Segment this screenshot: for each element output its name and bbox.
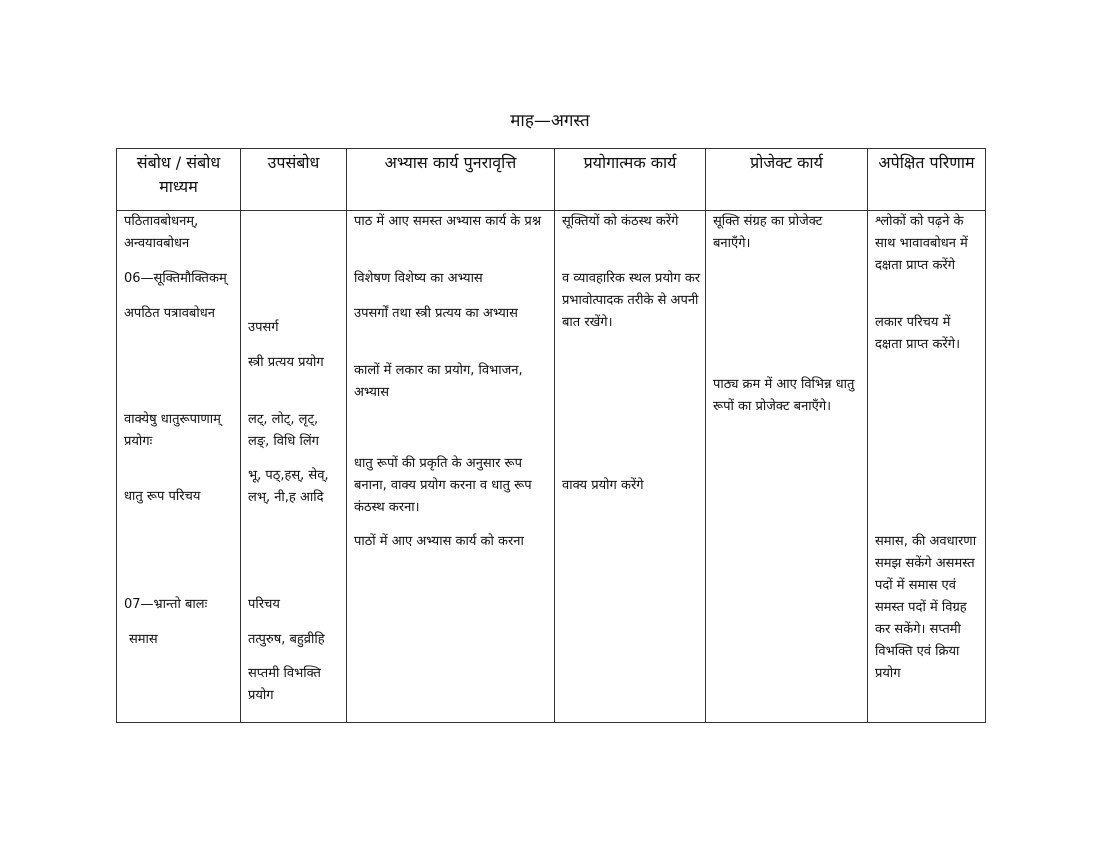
outcome-text: समास, की अवधारणा समझ सकेंगे असमस्त पदों में समास एवं समस्त पदों में विग्रह कर सकेंगे। सप्तमी विभक्ति एवं क्रिया प्रयोग <box>875 534 977 681</box>
header-expected-outcome: अपेक्षित परिणाम <box>868 149 986 211</box>
outcome-text: लकार परिचय में दक्षता प्राप्त करेंगे। <box>875 315 960 352</box>
subconcept-text: तत्पुरुष, बहुव्रीहि <box>248 632 325 647</box>
subconcept-text: भू, पठ्,हस्, सेव्, लभ्, नी,ह आदि <box>248 468 329 505</box>
practice-text: पाठों में आए अभ्यास कार्य को करना <box>354 534 524 549</box>
subconcept-text: लट्, लोट्, लृट्, लङ्, विधि लिंग <box>248 412 319 449</box>
curriculum-table <box>116 148 986 723</box>
concept-text: वाक्येषु धातुरूपाणाम् प्रयोगः <box>124 412 221 449</box>
practical-text: सूक्तियों को कंठस्थ करेंगे <box>562 214 679 229</box>
header-row <box>117 149 986 211</box>
subconcept-text: स्त्री प्रत्यय प्रयोग <box>248 355 324 370</box>
practice-text: धातु रूपों की प्रकृति के अनुसार रूप बनाना, वाक्य प्रयोग करना व धातु रूप कंठस्थ करना। <box>354 456 532 515</box>
practice-text: विशेषण विशेष्य का अभ्यास <box>354 271 483 286</box>
subconcept-text: सप्तमी विभक्ति प्रयोग <box>248 666 321 703</box>
concept-text: समास <box>129 632 158 647</box>
outcome-text: श्लोकों को पढ़ने के साथ भावावबोधन में दक्षता प्राप्त करेंगे <box>875 214 968 273</box>
practice-text: कालों में लकार का प्रयोग, विभाजन, अभ्यास <box>354 363 523 400</box>
page-title: माह—अगस्त <box>510 111 590 131</box>
header-practical-work: प्रयोगात्मक कार्य <box>555 149 706 211</box>
concept-text: धातु रूप परिचय <box>124 489 201 504</box>
cell-expected-outcome <box>868 211 986 723</box>
header-project-work: प्रोजेक्ट कार्य <box>706 149 868 211</box>
header-subconcept: उपसंबोध <box>241 149 347 211</box>
practice-text: उपसर्गों तथा स्त्री प्रत्यय का अभ्यास <box>354 306 518 321</box>
project-text: पाठ्य क्रम में आए विभिन्न धातु रूपों का प्रोजेक्ट बनाएँगे। <box>713 377 855 414</box>
cell-practical-work <box>555 211 706 723</box>
concept-text: अपठित पत्रावबोधन <box>124 306 215 321</box>
cell-concept <box>117 211 241 723</box>
practical-text: वाक्य प्रयोग करेंगे <box>562 478 644 493</box>
cell-practice-work <box>347 211 555 723</box>
concept-text: 06—सूक्तिमौक्तिकम् <box>124 271 227 286</box>
practice-text: पाठ में आए समस्त अभ्यास कार्य के प्रश्न <box>354 214 542 229</box>
cell-project-work <box>706 211 868 723</box>
header-practice-work: अभ्यास कार्य पुनरावृत्ति <box>347 149 555 211</box>
concept-text: पठितावबोधनम्, अन्वयावबोधन <box>124 214 199 251</box>
header-concept: संबोध / संबोध माध्यम <box>117 149 241 211</box>
practical-text: व व्यावहारिक स्थल प्रयोग कर प्रभावोत्पादक तरीके से अपनी बात रखेंगे। <box>562 271 701 330</box>
content-row <box>117 211 986 723</box>
cell-subconcept <box>241 211 347 723</box>
project-text: सूक्ति संग्रह का प्रोजेक्ट बनाएँगे। <box>713 214 823 251</box>
concept-text: 07—भ्रान्तो बालः <box>124 597 208 612</box>
subconcept-text: उपसर्ग <box>248 320 279 335</box>
subconcept-text: परिचय <box>248 597 280 612</box>
